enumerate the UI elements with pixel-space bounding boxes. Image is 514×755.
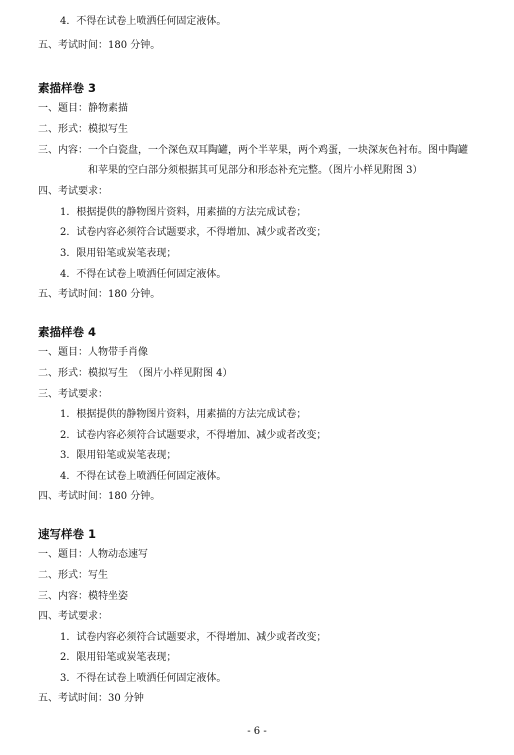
requirement-item: 1．根据提供的静物图片资料，用素描的方法完成试卷； — [60, 207, 307, 218]
requirement-item: 4．不得在试卷上喷洒任何固定液体。 — [60, 471, 227, 482]
section-heading-sketch-4: 素描样卷 4 — [38, 325, 97, 339]
requirement-item: 2．试卷内容必须符合试题要求，不得增加、减少或者改变； — [60, 227, 327, 238]
requirement-item: 3．限用铅笔或炭笔表现； — [60, 248, 177, 259]
requirements-heading: 四、考试要求： — [38, 611, 108, 622]
requirement-item: 4．不得在试卷上喷洒任何固定液体。 — [60, 16, 227, 27]
topic-line: 一、题目：静物素描 — [38, 103, 128, 114]
requirement-item: 2．试卷内容必须符合试题要求，不得增加、减少或者改变； — [60, 430, 327, 441]
requirement-item: 4．不得在试卷上喷洒任何固定液体。 — [60, 269, 227, 280]
exam-time-line: 五、考试时间：180 分钟。 — [38, 40, 161, 51]
content-line-continued: 和苹果的空白部分须根据其可见部分和形态补充完整。（图片小样见附图 3） — [88, 165, 423, 176]
topic-line: 一、题目：人物动态速写 — [38, 549, 148, 560]
exam-time-line: 四、考试时间：180 分钟。 — [38, 491, 161, 502]
format-line: 二、形式：写生 — [38, 570, 108, 581]
exam-time-line: 五、考试时间：30 分钟 — [38, 693, 144, 704]
content-line: 三、内容：一个白瓷盘，一个深色双耳陶罐，两个半苹果，两个鸡蛋，一块深灰色衬布。图中陶罐 — [38, 145, 468, 156]
requirement-item: 1．根据提供的静物图片资料，用素描的方法完成试卷； — [60, 409, 307, 420]
page-number: - 6 - — [247, 726, 267, 737]
content-line: 三、内容：模特坐姿 — [38, 591, 128, 602]
requirement-item: 3．限用铅笔或炭笔表现； — [60, 450, 177, 461]
requirement-item: 1．试卷内容必须符合试题要求，不得增加、减少或者改变； — [60, 632, 327, 643]
section-heading-sketch-3: 素描样卷 3 — [38, 81, 97, 95]
section-heading-quick-sketch-1: 速写样卷 1 — [38, 527, 97, 541]
topic-line: 一、题目：人物带手肖像 — [38, 347, 148, 358]
exam-time-line: 五、考试时间：180 分钟。 — [38, 289, 161, 300]
requirement-item: 3．不得在试卷上喷洒任何固定液体。 — [60, 673, 227, 684]
requirements-heading: 四、考试要求： — [38, 186, 108, 197]
requirement-item: 2．限用铅笔或炭笔表现； — [60, 652, 177, 663]
format-line: 二、形式：模拟写生 （图片小样见附图 4） — [38, 368, 233, 379]
format-line: 二、形式：模拟写生 — [38, 124, 128, 135]
requirements-heading: 三、考试要求： — [38, 389, 108, 400]
